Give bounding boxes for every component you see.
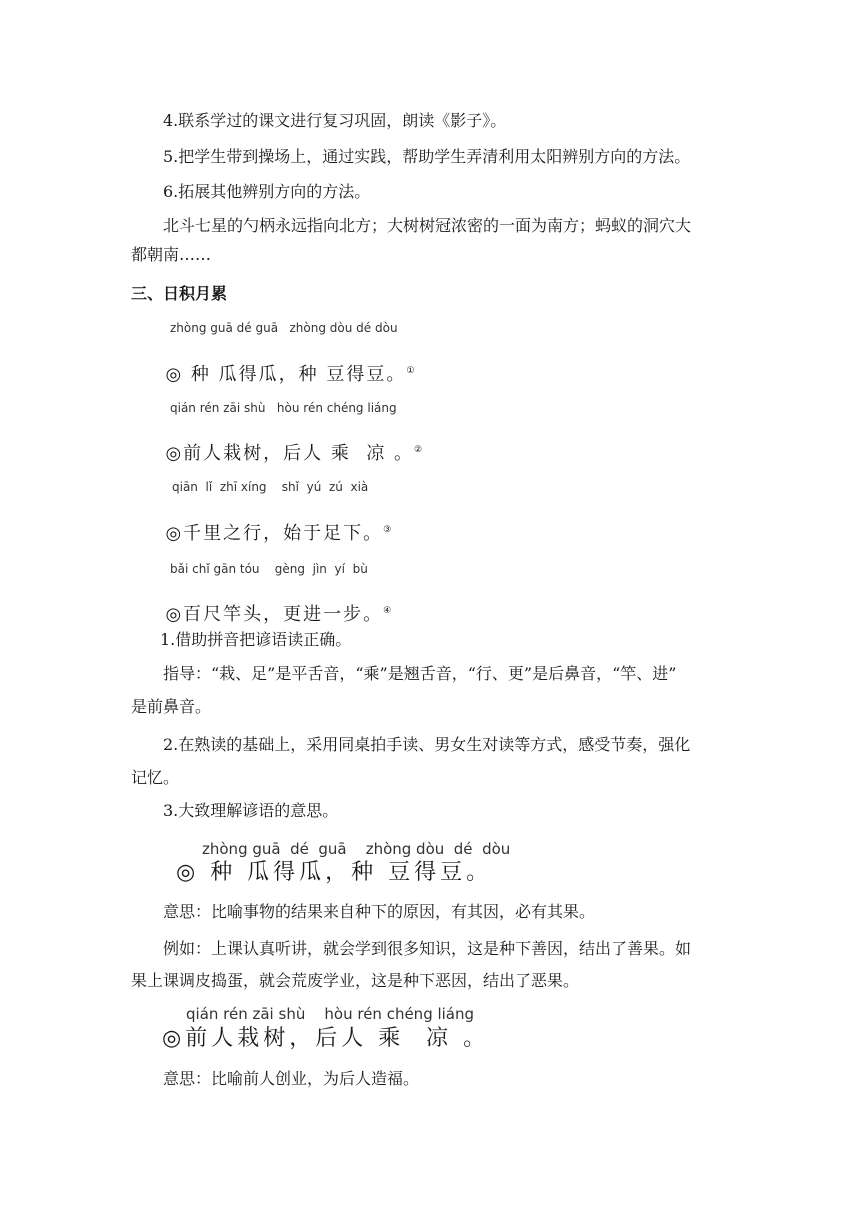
saying-2-text: ◎前人栽树，后人 乘 凉 。 xyxy=(165,443,415,464)
saying-3-pinyin: qiān lǐ zhī xíng shǐ yú zú xià xyxy=(172,480,369,494)
saying-4-text: ◎百尺竿头，更进一步。 xyxy=(165,604,384,625)
example-line-1: 例如：上课认真听讲，就会学到很多知识，这是种下善因，结出了善果。如 xyxy=(163,939,692,958)
guide-line-2: 是前鼻音。 xyxy=(131,697,212,716)
example-line-2: 果上课调皮捣蛋，就会荒废学业，这是种下恶因，结出了恶果。 xyxy=(131,971,580,990)
big-saying-1-text: ◎ 种 瓜得瓜，种 豆得豆。 xyxy=(176,860,493,885)
saying-3 xyxy=(150,497,393,545)
footnote-2: ② xyxy=(414,445,425,455)
footnote-3: ③ xyxy=(383,525,394,535)
directions-line-1: 北斗七星的勺柄永远指向北方；大树树冠浓密的一面为南方；蚂蚁的洞穴大 xyxy=(163,216,692,235)
saying-1-text: ◎ 种 瓜得瓜，种 豆得豆。 xyxy=(165,364,407,385)
step-2-line-1: 2.在熟读的基础上，采用同桌拍手读、男女生对读等方式，感受节奏，强化 xyxy=(163,735,691,754)
saying-1-pinyin: zhòng guā dé guā zhòng dòu dé dòu xyxy=(170,321,398,335)
directions-line-2: 都朝南…… xyxy=(131,245,212,264)
meaning-1: 意思：比喻事物的结果来自种下的原因，有其因，必有其果。 xyxy=(163,902,596,921)
saying-4 xyxy=(150,578,393,626)
step-2-line-2: 记忆。 xyxy=(131,768,180,787)
item-6: 6.拓展其他辨别方向的方法。 xyxy=(163,182,371,201)
guide-line-1: 指导：“栽、足”是平舌音，“乘”是翘舌音，“行、更”是后鼻音，“竿、进” xyxy=(163,664,677,683)
footnote-4: ④ xyxy=(383,606,394,616)
meaning-2: 意思：比喻前人创业，为后人造福。 xyxy=(163,1069,420,1088)
item-4: 4.联系学过的课文进行复习巩固，朗读《影子》。 xyxy=(163,111,507,130)
saying-1 xyxy=(150,338,416,386)
step-3: 3.大致理解谚语的意思。 xyxy=(163,801,339,820)
item-5: 5.把学生带到操场上，通过实践，帮助学生弄清利用太阳辨别方向的方法。 xyxy=(163,147,691,166)
saying-4-pinyin: bǎi chǐ gān tóu gèng jìn yí bù xyxy=(170,562,368,576)
saying-3-text: ◎千里之行，始于足下。 xyxy=(165,523,384,544)
section-3-title: 三、日积月累 xyxy=(131,284,228,303)
big-saying-1-pinyin: zhòng guā dé guā zhòng dòu dé dòu xyxy=(202,840,511,858)
step-1: 1.借助拼音把谚语读正确。 xyxy=(160,630,352,649)
saying-2 xyxy=(150,417,424,465)
big-saying-2-pinyin: qián rén zāi shù hòu rén chéng liáng xyxy=(186,1005,475,1023)
big-saying-2-text: ◎前人栽树，后人 乘 凉 。 xyxy=(162,1026,490,1051)
saying-2-pinyin: qián rén zāi shù hòu rén chéng liáng xyxy=(170,401,397,415)
footnote-1: ① xyxy=(406,366,417,376)
